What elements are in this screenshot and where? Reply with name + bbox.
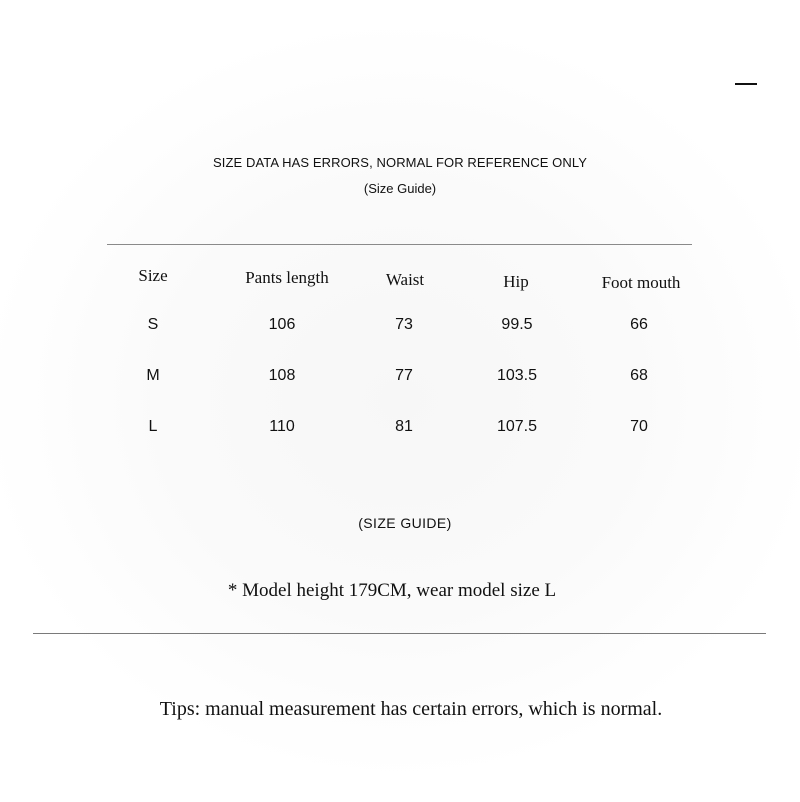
column-header-size: Size [138, 266, 168, 285]
table-cell-waist: 77 [395, 367, 413, 384]
table-cell-foot-mouth: 66 [630, 316, 648, 333]
table-cell-hip: 103.5 [496, 367, 538, 384]
table-cell-waist: 81 [395, 418, 413, 435]
column-header-waist: Waist [385, 270, 425, 289]
minimize-dash-icon [735, 83, 757, 85]
disclaimer-text: SIZE DATA HAS ERRORS, NORMAL FOR REFERENCE ONLY [212, 155, 588, 170]
table-cell-foot-mouth: 68 [630, 367, 648, 384]
table-cell-pants-length: 108 [268, 367, 296, 384]
table-cell-hip: 107.5 [496, 418, 538, 435]
tips-text: Tips: manual measurement has certain errors, which is normal. [159, 698, 663, 720]
table-cell-pants-length: 110 [269, 418, 295, 435]
table-cell-size: L [148, 418, 158, 435]
column-header-pants-length: Pants length [245, 268, 329, 287]
size-guide-subtitle: (Size Guide) [363, 181, 437, 196]
bottom-divider [33, 633, 766, 634]
column-header-hip: Hip [503, 272, 529, 291]
table-cell-foot-mouth: 70 [630, 418, 648, 435]
column-header-foot-mouth: Foot mouth [601, 273, 681, 292]
table-top-divider [107, 244, 692, 245]
table-cell-hip: 99.5 [501, 316, 533, 333]
table-cell-pants-length: 106 [268, 316, 296, 333]
model-note: * Model height 179CM, wear model size L [227, 580, 557, 601]
table-cell-size: S [147, 316, 159, 333]
table-cell-size: M [146, 367, 160, 384]
table-cell-waist: 73 [395, 316, 413, 333]
size-guide-label: (SIZE GUIDE) [358, 515, 452, 531]
